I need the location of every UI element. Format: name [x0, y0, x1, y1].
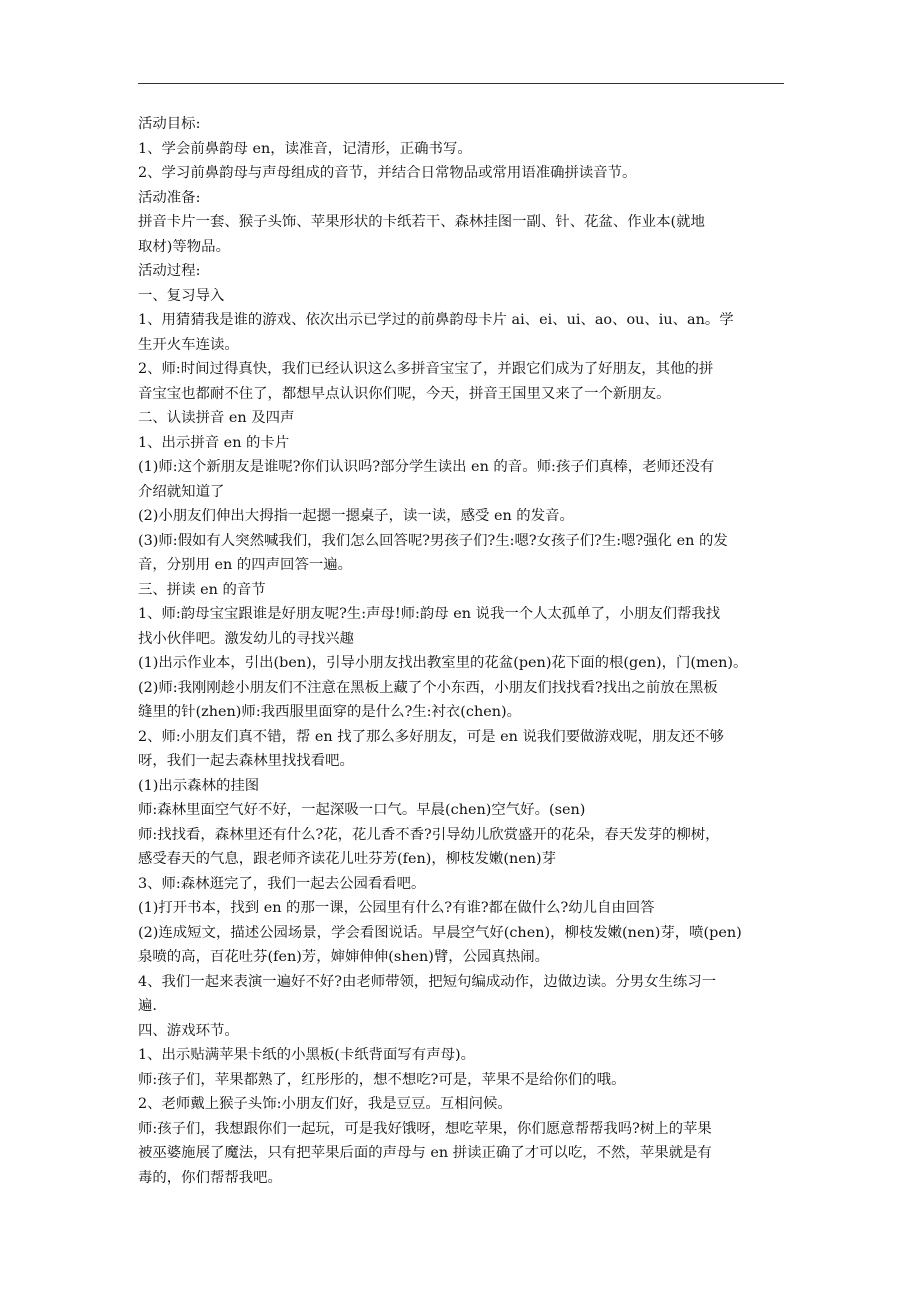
text-line: (1)出示森林的挂图 — [138, 777, 260, 794]
text-line: 活动目标: — [138, 116, 201, 132]
text-line: 师:森林里面空气好不好，一起深吸一口气。早晨(chen)空气好。(sen) — [138, 802, 586, 818]
text-line: (1)出示作业本，引出(ben)，引导小朋友找出教室里的花盆(pen)花下面的根(gen)，门(men)。 — [138, 655, 748, 671]
text-line: 遍. — [138, 998, 157, 1014]
text-line: 活动过程: — [138, 263, 201, 279]
text-line: 2、老师戴上猴子头饰:小朋友们好，我是豆豆。互相问候。 — [138, 1096, 512, 1112]
text-line: 2、师:时间过得真快，我们已经认识这么多拼音宝宝了，并跟它们成为了好朋友，其他的拼 — [138, 361, 714, 377]
text-line: (2)师:我刚刚趁小朋友们不注意在黑板上藏了个小东西，小朋友们找找看?找出之前放在黑板 — [138, 679, 718, 696]
text-line: 活动准备: — [138, 189, 201, 206]
text-line: 缝里的针(zhen)师:我西服里面穿的是什么?生:衬衣(chen)。 — [138, 704, 522, 720]
text-line: 师:孩子们，我想跟你们一起玩，可是我好饿呀，想吃苹果，你们愿意帮帮我吗?树上的苹果 — [138, 1120, 712, 1137]
text-line: 泉喷的高，百花吐芬(fen)芳，婶婶伸伸(shen)臂，公园真热闹。 — [138, 949, 549, 965]
text-line: 毒的，你们帮帮我吧。 — [138, 1169, 282, 1186]
text-line: 介绍就知道了 — [138, 483, 225, 500]
text-line: 音，分别用 en 的四声回答一遍。 — [138, 557, 353, 573]
text-line: 4、我们一起来表演一遍好不好?由老师带领，把短句编成动作，边做边读。分男女生练习一 — [138, 973, 717, 990]
document-body — [138, 112, 786, 1190]
text-line: (3)师:假如有人突然喊我们，我们怎么回答呢?男孩子们?生:嗯?女孩子们?生:嗯?强化 en 的发 — [138, 532, 728, 549]
text-line: 被巫婆施展了魔法，只有把苹果后面的声母与 en 拼读正确了才可以吃，不然，苹果就是有 — [138, 1145, 712, 1161]
text-line: 感受春天的气息，跟老师齐读花儿吐芬芳(fen)，柳枝发嫩(nen)芽 — [138, 851, 556, 867]
text-line: 2、师:小朋友们真不错，帮 en 找了那么多好朋友，可是 en 说我们要做游戏呢，朋友还不够 — [138, 728, 724, 745]
text-line: 2、学习前鼻韵母与声母组成的音节，并结合日常物品或常用语准确拼读音节。 — [138, 165, 637, 181]
text-line: 四、游戏环节。 — [138, 1022, 239, 1039]
text-line: (2)连成短文，描述公园场景，学会看图说话。早晨空气好(chen)，柳枝发嫩(nen)芽，喷(pen) — [138, 924, 742, 941]
text-line: 师:孩子们，苹果都熟了，红彤彤的，想不想吃?可是，苹果不是给你们的哦。 — [138, 1071, 626, 1088]
text-line: 1、用猜猜我是谁的游戏、依次出示已学过的前鼻韵母卡片 ai、ei、ui、ao、ou、iu、an。学 — [138, 312, 734, 328]
text-line: 师:找找看，森林里还有什么?花，花儿香不香?引导幼儿欣赏盛开的花朵，春天发芽的柳树， — [138, 826, 720, 843]
text-line: 二、认读拼音 en 及四声 — [138, 410, 295, 426]
text-line: (1)师:这个新朋友是谁呢?你们认识吗?部分学生读出 en 的音。师:孩子们真棒，老师还没有 — [138, 459, 715, 475]
text-line: 3、师:森林逛完了，我们一起去公园看看吧。 — [138, 875, 426, 892]
text-line: 音宝宝也都耐不住了，都想早点认识你们呢，今天，拼音王国里又来了一个新朋友。 — [138, 385, 671, 402]
header-rule — [138, 83, 784, 84]
text-line: 三、拼读 en 的音节 — [138, 581, 266, 598]
text-line: 1、出示贴满苹果卡纸的小黑板(卡纸背面写有声母)。 — [138, 1047, 475, 1063]
text-line: 生开火车连读。 — [138, 336, 239, 353]
text-line: 呀，我们一起去森林里找找看吧。 — [138, 753, 354, 769]
text-line: 取材)等物品。 — [138, 238, 230, 255]
text-line: 1、出示拼音 en 的卡片 — [138, 434, 290, 451]
text-line: 一、复习导入 — [138, 287, 225, 304]
text-line: (2)小朋友们伸出大拇指一起摁一摁桌子，读一读，感受 en 的发音。 — [138, 508, 574, 524]
text-line: 找小伙伴吧。激发幼儿的寻找兴趣 — [138, 630, 354, 647]
text-line: 1、学会前鼻韵母 en，读准音，记清形，正确书写。 — [138, 140, 472, 157]
text-line: 拼音卡片一套、猴子头饰、苹果形状的卡纸若干、森林挂图一副、针、花盆、作业本(就地 — [138, 214, 705, 230]
text-line: (1)打开书本，找到 en 的那一课，公园里有什么?有谁?都在做什么?幼儿自由回答 — [138, 900, 655, 916]
text-line: 1、师:韵母宝宝跟谁是好朋友呢?生:声母!师:韵母 en 说我一个人太孤单了，小朋友们帮我找 — [138, 606, 721, 622]
